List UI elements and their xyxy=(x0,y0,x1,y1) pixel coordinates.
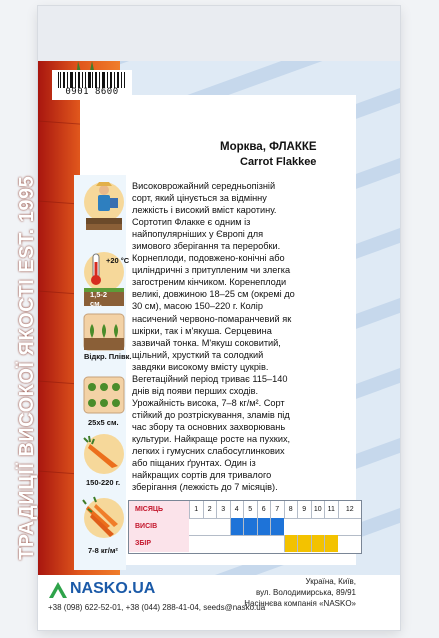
sowing-cell xyxy=(243,518,257,535)
month-cell: 6 xyxy=(257,501,271,518)
harvest-cell xyxy=(284,535,298,552)
sowing-cell xyxy=(270,518,284,535)
spacing-label: 25x5 см. xyxy=(88,418,119,427)
brand-contacts: +38 (098) 622-52-01, +38 (044) 288-41-04, seeds@nasko.ua xyxy=(48,603,266,612)
calendar-row-month xyxy=(129,501,361,519)
month-cell: 4 xyxy=(230,501,244,518)
harvest-cell xyxy=(311,535,325,552)
nasko-logo-icon xyxy=(48,581,68,599)
sowing-cell xyxy=(257,518,271,535)
weight-label: 150-220 г. xyxy=(86,478,121,487)
harvest-cell xyxy=(324,535,338,552)
harvest-cell xyxy=(297,535,311,552)
sowing-calendar xyxy=(128,500,362,554)
yield-label: 7-8 кг/м² xyxy=(88,546,118,555)
calendar-label-month: МІСЯЦЬ xyxy=(129,501,189,518)
product-description: Високоврожайний середньопізній сорт, який цінується за відмінну лежкість і високий вміст каротину. Сортотип Флакке є одним із найпопулярніших у Європі для зимового зберігання та переробки. Корнеплоди, подовжено-конічні або циліндричні з притупленим чи злегка загостреним кінчиком. Коренеплоди великі, довжиною 18–25 см (окремі до 30 см), масою 150–220 г. Колір насичений червоно-помаранчевий як шкірки, так і м'якуша. Серцевина зазвичай тонка. М'якуш соковитий, щільний, хрусткий та солодкий завдяки високому вмісту цукрів. Вегетаційний період триває 115–140 днів від появи перших сходів. Урожайність висока, 7–8 кг/м². Сорт стійкий до розтріскування, зламів під час збору та основних захворювань культури. Найкраще росте на пухких, легких і гумусних слабосуглинкових або піщаних ґрунтах. Один із найкращих сортів для тривалого зберігання (лежкість до 7 місяців). xyxy=(132,181,295,493)
calendar-row-sowing xyxy=(129,518,361,536)
barcode xyxy=(52,70,132,100)
brand-address: Україна, Київ, вул. Володимирська, 89/91 Насіннєва компанія «NASKO» xyxy=(244,577,356,608)
calendar-label-harvest: ЗБІР xyxy=(129,535,189,552)
sowing-farmer-icon xyxy=(82,178,126,234)
packet-top-flap xyxy=(38,6,400,62)
slogan-vertical: ТРАДИЦІЇ ВИСОКОЇ ЯКОСТІ EST. 1995 xyxy=(16,175,38,560)
month-cell: 10 xyxy=(311,501,325,518)
calendar-row-harvest xyxy=(129,535,361,552)
month-cell: 12 xyxy=(338,501,362,518)
month-cell: 1 xyxy=(189,501,203,518)
barcode-bars xyxy=(58,72,126,88)
month-cell: 2 xyxy=(203,501,217,518)
month-cell: 9 xyxy=(297,501,311,518)
month-cell: 7 xyxy=(270,501,284,518)
barcode-digits: 0901 8600 xyxy=(65,87,119,97)
product-title-latin: Carrot Flakkee xyxy=(240,156,317,168)
sowing-depth-label: 1,5-2 см. xyxy=(90,290,108,308)
product-title-ua: Морква, ФЛАККЕ xyxy=(220,141,317,153)
calendar-label-sowing: ВИСІВ xyxy=(129,518,189,535)
cover-type-label: Відкр. Плівк. xyxy=(84,352,132,361)
brand-logo: NASKO.UA xyxy=(70,580,156,597)
month-cell: 3 xyxy=(216,501,230,518)
month-cell: 8 xyxy=(284,501,298,518)
month-cell: 5 xyxy=(243,501,257,518)
month-cell: 11 xyxy=(324,501,338,518)
sowing-cell xyxy=(230,518,244,535)
temperature-label: +20 °C xyxy=(106,256,130,265)
